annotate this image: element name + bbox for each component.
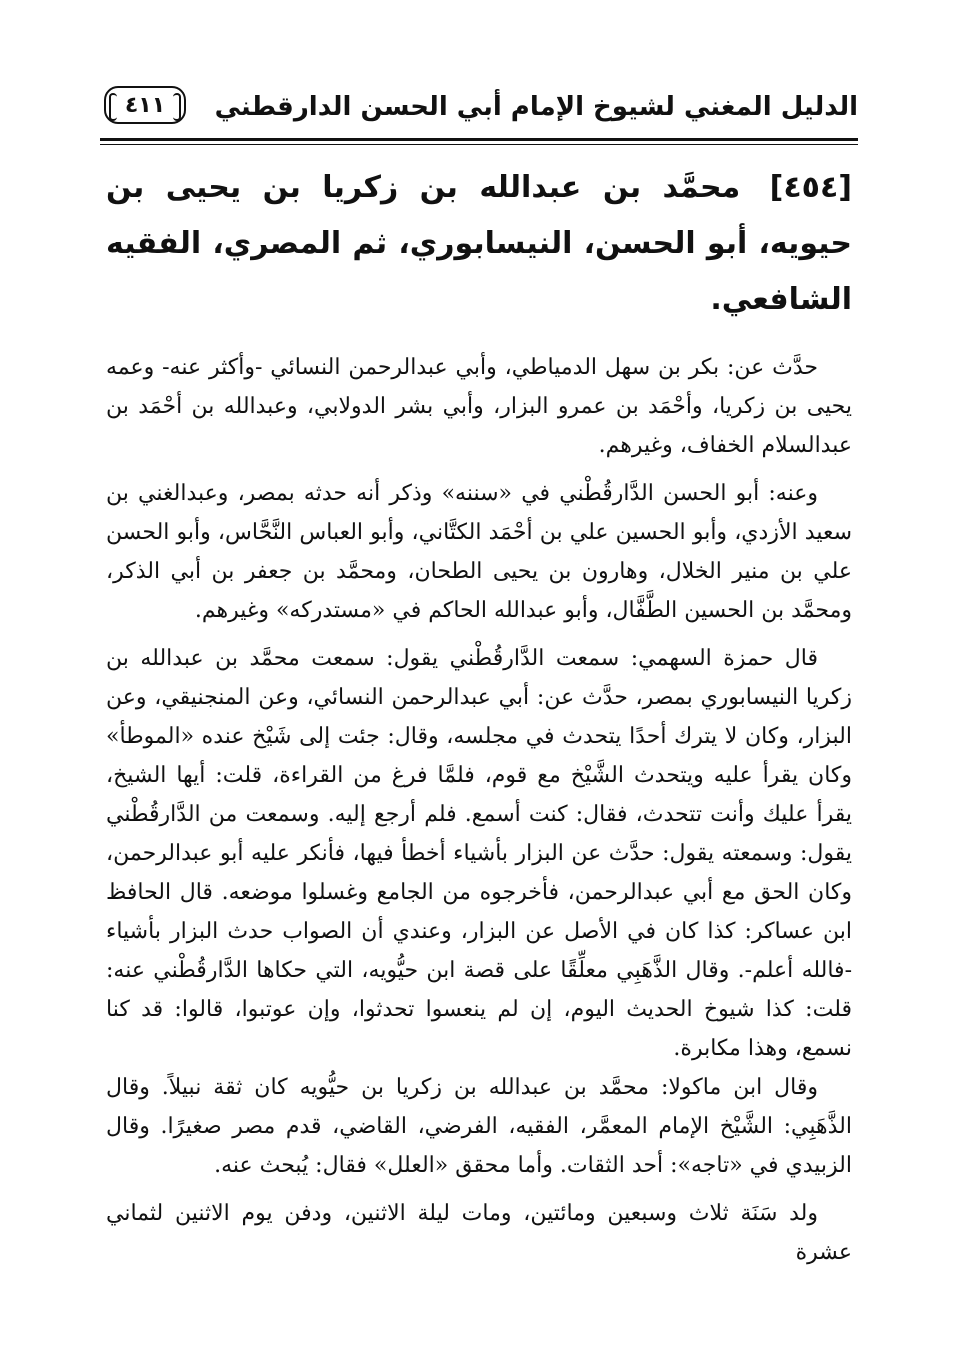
- paragraph-sahmi-report: قال حمزة السهمي: سمعت الدَّارقُطْني يقول: سمعت محمَّد بن عبدالله بن زكريا النيسابوري بمصر، حدَّث عن: أبي عبدالرحمن النسائي، وعن المنجنيقي، وعن البزار، وكان لا يترك أحدًا يتحدث في مجلسه، وقال: جئت إلى شَيْخ عنده «الموطأ» وكان يقرأ عليه ويتحدث الشَّيْخ مع قوم، فلمَّا فرغ من القراءة، قلت: أيها الشيخ، يقرأ عليك وأنت تتحدث، فقال: كنت أسمع. فلم أرجع إليه. وسمعت من الدَّارقُطْني يقول: وسمعته يقول: حدَّث عن البزار بأشياء أخطأ فيها، فأنكر عليه أبو عبدالرحمن، وكان الحق مع أبي عبدالرحمن، فأخرجوه من الجامع وغسلوا موضعه. قال الحافظ ابن عساكر: كذا كان في الأصل عن البزار، وعندي أن الصواب حدث البزار بأشياء -فالله أعلم-. وقال الذَّهَبِي معلِّقًا على قصة ابن حيُّويه، التي حكاها الدَّارقُطْني عنه: قلت: كذا شيوخ الحديث اليوم، إن لم ينعسوا تحدثوا، وإن عوتبوا، قالوا: قد كنا نسمع، وهذا مكابرة.: [106, 646, 853, 1061]
- running-header: [100, 84, 858, 146]
- paragraph-teachers: حدَّث عن: بكر بن سهل الدمياطي، وأبي عبدالرحمن النسائي -وأكثر عنه- وعمه يحيى بن زكريا، وأحْمَد بن عمرو البزار، وأبي بشر الدولابي، وعبدالله بن أحْمَد بن عبدالسلام الخفاف، وغيرهم.: [106, 355, 852, 458]
- book-page: [100, 84, 858, 1274]
- header-rule: [100, 138, 858, 141]
- running-title: الدليل المغني لشيوخ الإمام أبي الحسن الدارقطني: [214, 92, 858, 122]
- paragraph-birth-death: ولد سَنَة ثلاث وسبعين ومائتين، ومات ليلة الاثنين، ودفن يوم الاثنين لثماني عشرة: [106, 1201, 852, 1265]
- body-text: [106, 348, 852, 1272]
- entry-title: محمَّد بن عبدالله بن زكريا بن يحيى بن حيويه، أبو الحسن، النيسابوري، ثم المصري، الفقيه الشافعي.: [106, 170, 852, 317]
- paragraph-students: وعنه: أبو الحسن الدَّارقُطْني في «سننه» وذكر أنه حدثه بمصر، وعبدالغني بن سعيد الأزدي، وأبو الحسين علي بن أحْمَد الكتَّاني، وأبو العباس النَّحَّاس، وأبو الحسن علي بن منير الخلال، وهارون بن يحيى الطحان، ومحمَّد بن جعفر بن أبي الذكر، ومحمَّد بن الحسين الطَّفَّال، وأبو عبدالله الحاكم في «مستدركه» وغيرهم.: [106, 481, 852, 623]
- page-number: ٤١١: [104, 86, 186, 124]
- entry-number: [٤٥٤]: [769, 170, 852, 205]
- entry-heading: [106, 160, 852, 328]
- paragraph-evaluations: وقال ابن ماكولا: محمَّد بن عبدالله بن زكريا بن حيُّويه كان ثقة نبيلاً. وقال الذَّهَبِي: الشَّيْخ الإمام المعمَّر، الفقيه، الفرضي، القاضي، قدم مصر صغيرًا. وقال الزبيدي في «تاجه»: أحد الثقات. وأما محقق «العلل» فقال: يُبحث عنه.: [106, 1075, 852, 1178]
